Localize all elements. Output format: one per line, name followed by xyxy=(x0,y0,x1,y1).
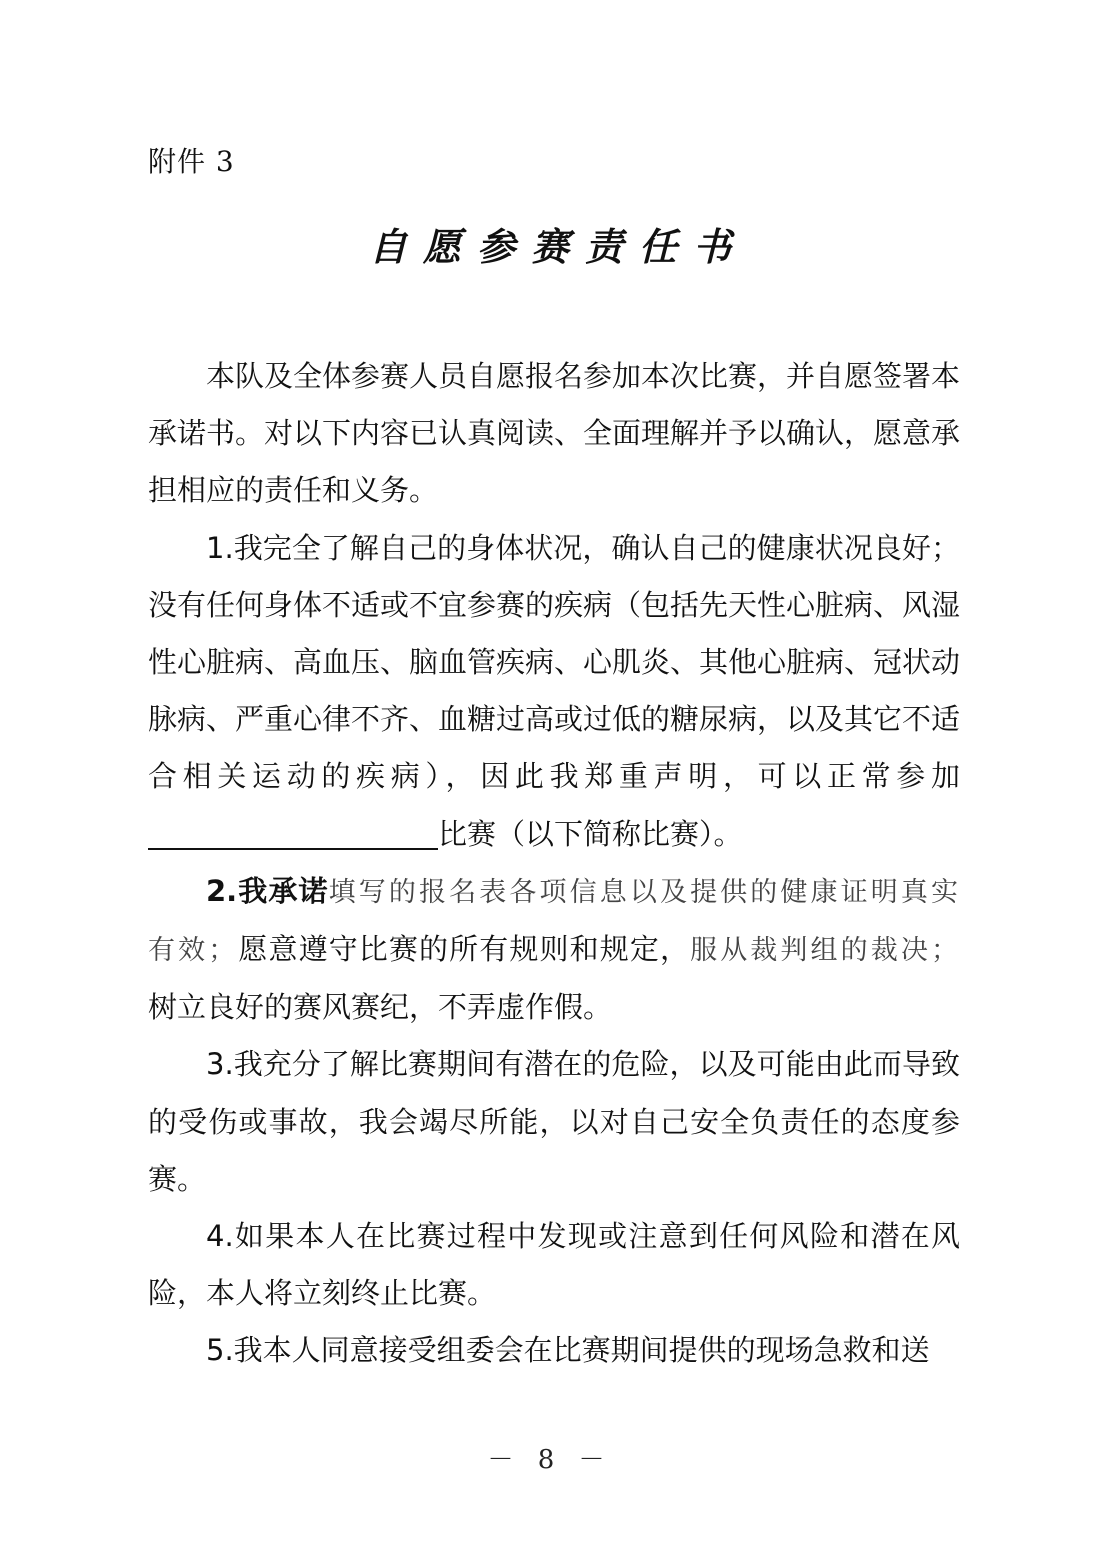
intro-paragraph: 本队及全体参赛人员自愿报名参加本次比赛，并自愿签署本承诺书。对以下内容已认真阅读、全面理解并予以确认，愿意承担相应的责任和义务。 xyxy=(148,359,961,508)
item-3-paragraph: 3.我充分了解比赛期间有潜在的危险，以及可能由此而导致的受伤或事故，我会竭尽所能，以对自己安全负责任的态度参赛。 xyxy=(148,1047,960,1196)
page-number: － 8 － xyxy=(487,1445,613,1475)
item-2-paragraph xyxy=(148,863,960,1037)
item-2-part-a: 填写的报名表各项信息以及提供的健康证明真实有效； xyxy=(148,876,961,967)
item-2-part-b: 愿意遵守比赛的所有规则和规定， xyxy=(237,932,691,967)
item-1-text: 1.我完全了解自己的身体状况，确认自己的健康状况良好；没有任何身体不适或不宜参赛的疾病（包括先天性心脏病、风湿性心脏病、高血压、脑血管疾病、心肌炎、其他心脏病、冠状动脉病、严重心律不齐、血糖过高或过低的糖尿病，以及其它不适合相关运动的疾病），因此我郑重声明，可以正常参加 xyxy=(148,530,961,794)
item-2-part-d: 树立良好的赛风赛纪，不弄虚作假。 xyxy=(148,990,613,1025)
attachment-label: 附件 3 xyxy=(148,145,235,178)
item-2-part-c: 服从裁判组的裁决； xyxy=(690,935,960,967)
item-5-paragraph: 5.我本人同意接受组委会在比赛期间提供的现场急救和送 xyxy=(206,1333,930,1368)
item-1-paragraph xyxy=(148,520,960,863)
item-4-paragraph: 4.如果本人在比赛过程中发现或注意到任何风险和潜在风险，本人将立刻终止比赛。 xyxy=(148,1219,960,1311)
document-title: 自愿参赛责任书 xyxy=(368,224,747,269)
competition-name-blank[interactable] xyxy=(148,818,438,850)
item-1-suffix: 比赛（以下简称比赛）。 xyxy=(438,816,743,851)
item-2-lead: 2.我承诺 xyxy=(206,873,329,908)
document-body xyxy=(148,348,960,1380)
